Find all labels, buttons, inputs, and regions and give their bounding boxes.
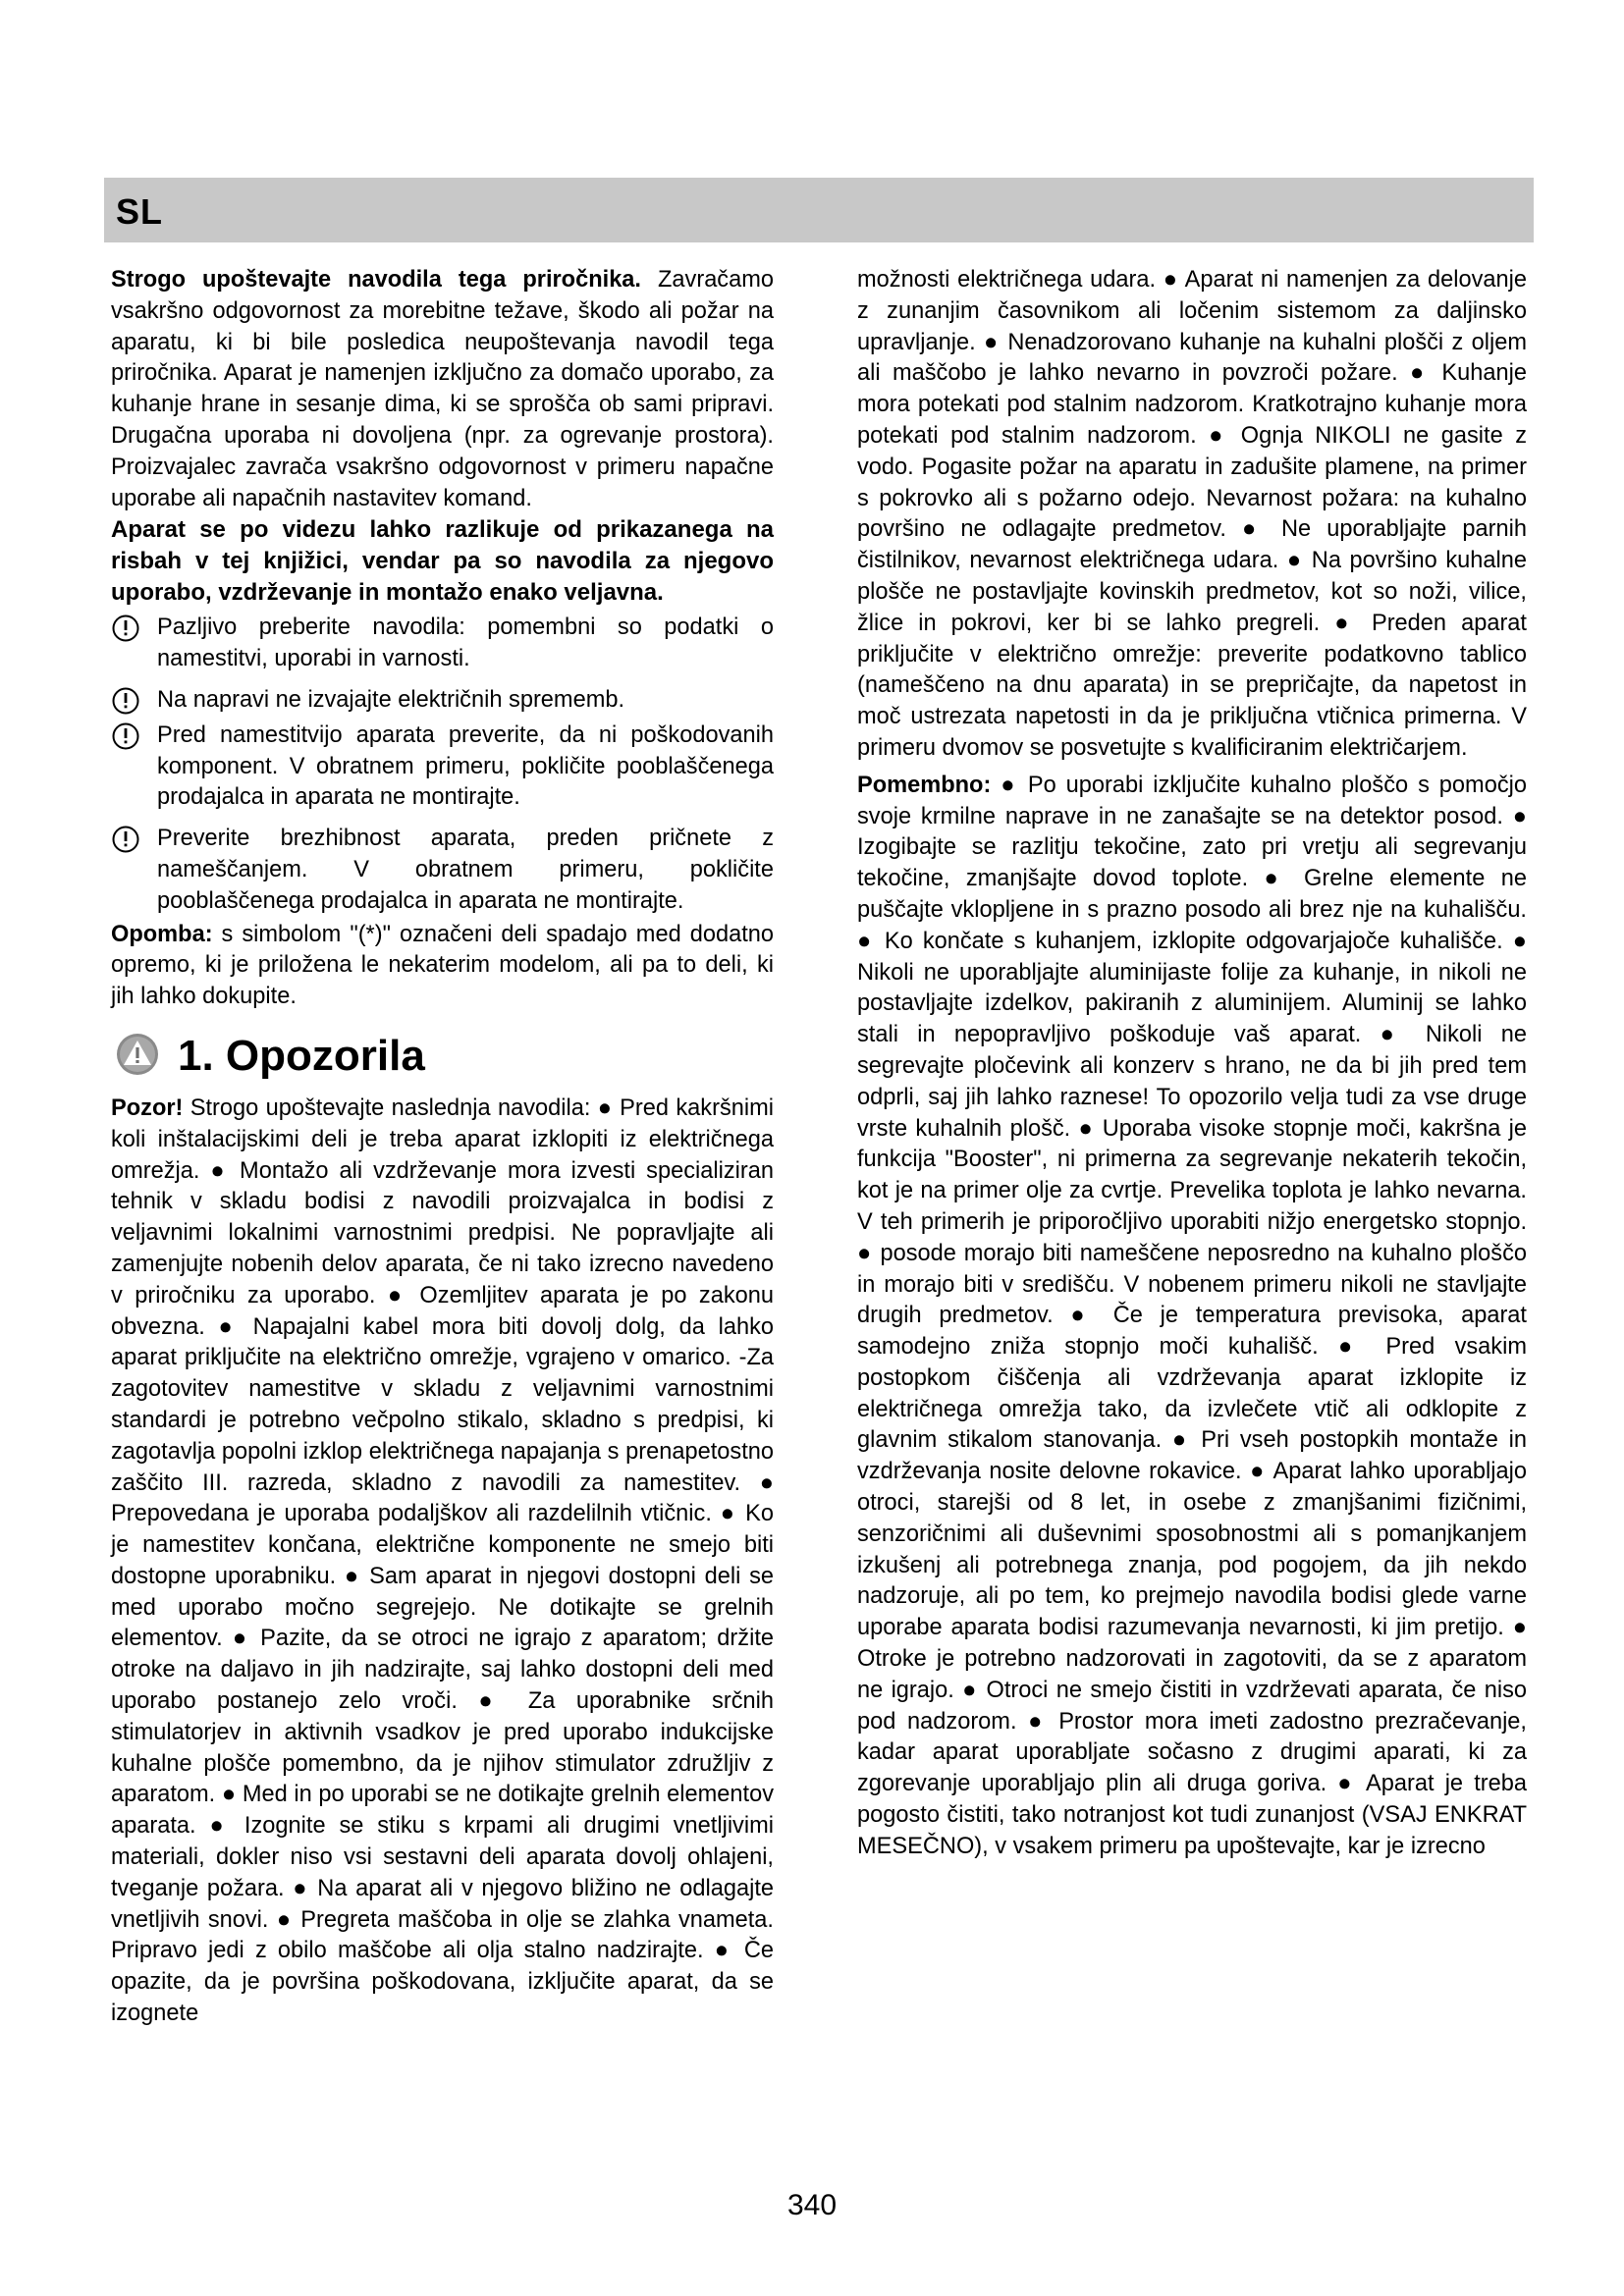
remark-text: s simbolom "(*)" označeni deli spadajo med dodatno opremo, ki je priložena le nekaterim modelom, ali pa to deli, ki jih lahko dokupite. — [111, 921, 774, 1010]
note-item — [111, 824, 774, 917]
warning-paragraph — [111, 1094, 774, 2030]
info-circle-icon — [111, 721, 140, 751]
safety-paragraph: možnosti električnega udara. ● Aparat ni namenjen za delovanje z zunanjim časovnikom ali ločenim sistemom za daljinsko upravljanje. ● Nenadzorovano kuhanje na kuhalni plošči z oljem ali maščobo je lahko nevarno in povzroči požare. ● Kuhanje mora potekati pod stalnim nadzorom. Kratkotrajno kuhanje mora potekati pod stalnim nadzorom. ● Ognja NIKOLI ne gasite z vodo. Pogasite požar na aparatu in zadušite plamene, na primer s pokrovko ali s požarno odejo. Nevarnost požara: na kuhalno površino ne odlagajte predmetov. ● Ne uporabljajte parnih čistilnikov, nevarnost električnega udara. ● Na površino kuhalne plošče ne postavljajte kovinskih predmetov, kot so noži, vilice, žlice in pokrovi, ker bi se lahko pregreli. ● Preden aparat priključite v električno omrežje: preverite podatkovno tablico (nameščeno na dnu aparata) in se prepričajte, da napetost in moč ustrezata napetosti in da je priključna vtičnica primerna. V primeru dvomov se posvetujte s kvalificiranim električarjem. — [857, 267, 1527, 761]
section-heading — [111, 1027, 774, 1088]
remark-label: Opomba: — [111, 921, 213, 947]
info-circle-icon — [111, 686, 140, 716]
note-item — [111, 613, 774, 675]
note-text: Pazljivo preberite navodila: pomembni so podatki o namestitvi, uporabi in varnosti. — [157, 614, 774, 672]
important-paragraph — [857, 771, 1527, 1863]
left-column — [111, 265, 774, 2030]
language-code: SL — [116, 191, 164, 232]
note-text: Preverite brezhibnost aparata, preden pričnete z nameščanjem. V obratnem primeru, pokličite pooblaščenega prodajalca in aparata ne montirajte. — [157, 826, 774, 914]
right-column — [857, 265, 1527, 1863]
info-circle-icon — [111, 614, 140, 643]
warning-triangle-icon — [116, 1033, 159, 1076]
section-title: 1. Opozorila — [178, 1031, 425, 1080]
header-bar — [104, 178, 1534, 242]
remark-paragraph — [111, 920, 774, 1013]
intro-paragraph — [111, 265, 774, 514]
important-text: ● Po uporabi izključite kuhalno ploščo s pomočjo svoje krmilne naprave in ne zanašajte se na detektor posod. ● Izogibajte se razlitju tekočine, zato pri vretju ali segrevanju tekočine, zmanjšajte dovod toplote. ● Grelne elemente ne puščajte vklopljene in s prazno posodo ali brez nje na kuhališču. ● Ko končate s kuhanjem, izklopite odgovarjajoče kuhališče. ● Nikoli ne uporabljajte aluminijaste folije za kuhanje, in nikoli ne postavljajte izdelkov, pakiranih z aluminijem. Aluminij se lahko stali in nepopravljivo poškoduje vaš aparat. ● Nikoli ne segrevajte pločevink ali konzerv s hrano, ne da bi jih pred tem odprli, saj jih lahko raznese! To opozorilo velja tudi za vse druge vrste kuhalnih plošč. ● Uporaba visoke stopnje moči, kakršna je funkcija "Booster", ni primerna za segrevanje nekaterih tekočin, kot je na primer olje za cvrtje. Prevelika toplota je lahko nevarna. V teh primerih je priporočljivo uporabiti nižjo energetsko stopnjo. ● posode morajo biti nameščene neposredno na kuhalno ploščo in morajo biti v središču. V nobenem primeru nikoli ne stavljajte drugih predmetov. ● Če je temperatura previsoka, aparat samodejno zniža stopnjo moči kuhališč. ● Pred vsakim postopkom čiščenja ali vzdrževanja aparat izklopite iz električnega omrežja tako, da izvlečete vtič ali odklopite z glavnim stikalom stanovanja. ● Pri vseh postopkih montaže in vzdrževanja nosite delovne rokavice. ● Aparat lahko uporabljajo otroci, starejši od 8 let, in osebe z zmanjšanimi fizičnimi, senzoričnimi ali duševnimi sposobnostmi ali s pomanjkanjem izkušenj ali potrebnega znanja, pod pogojem, da jih nekdo nadzoruje, ali po tem, ko prejmejo navodila bodisi glede varne uporabe aparata bodisi razumevanja nevarnosti, ki jim pretijo. ● Otroke je potrebno nadzorovati in zagotoviti, da se z aparatom ne igrajo. ● Otroci ne smejo čistiti in vzdrževati aparata, če niso pod nadzorom. ● Prostor mora imeti zadostno prezračevanje, kadar aparat uporabljate sočasno z drugimi aparati, ki za zgorevanje uporabljajo plin ali druga goriva. ● Aparat je treba pogosto čistiti, tako notranjost kot tudi zunanjost (VSAJ ENKRAT MESEČNO), v vsakem primeru pa upoštevajte, kar je izrecno — [857, 772, 1527, 1859]
intro-text: Zavračamo vsakršno odgovornost za morebitne težave, škodo ali požar na aparatu, ki bi bile posledica neupoštevanja navodil tega priročnika. Aparat je namenjen izključno za domačo uporabo, za kuhanje hrane in sesanje dima, ki se sprošča ob sami pripravi. Drugačna uporaba ni dovoljena (npr. za ogrevanje prostora). Proizvajalec zavrača vsakršno odgovornost v primeru napačne uporabe ali napačnih nastavitev komand. — [111, 267, 775, 511]
warning-label: Pozor! — [111, 1095, 184, 1121]
important-label: Pomembno: — [857, 772, 992, 798]
intro-bold: Strogo upoštevajte navodila tega priročnika. — [111, 267, 641, 293]
page-number: 340 — [786, 2189, 838, 2221]
note-text: Pred namestitvijo aparata preverite, da ni poškodovanih komponent. V obratnem primeru, pokličite pooblaščenega prodajalca in aparata ne montirajte. — [157, 721, 774, 811]
warning-text: Strogo upoštevajte naslednja navodila: ● Pred kakršnimi koli inštalacijskimi deli je treba aparat izklopiti iz električnega omrežja. ● Montažo ali vzdrževanje mora izvesti specializiran tehnik v skladu bodisi z navodili proizvajalca in bodisi z veljavnimi lokalnimi varnostnimi predpisi. Ne popravljajte ali zamenjujte nobenih delov aparata, če ni tako izrecno navedeno v priročniku za uporabo. ● Ozemljitev aparata je po zakonu obvezna. ● Napajalni kabel mora biti dovolj dolg, da lahko aparat priključite na električno omrežje, vgrajeno v omarico. -Za zagotovitev namestitve v skladu z veljavnimi varnostnimi standardi je potrebno večpolno stikalo, skladno s predpisi, ki zagotavlja popolni izklop električnega napajanja s prenapetostno zaščito III. razreda, skladno z navodili za namestitev. ● Prepovedana je uporaba podaljškov ali razdelilnih vtičnic. ● Ko je namestitev končana, električne komponente ne smejo biti dostopne uporabniku. ● Sam aparat in njegovi dostopni deli se med uporabo močno segrejejo. Ne dotikajte se grelnih elementov. ● Pazite, da se otroci ne igrajo z aparatom; držite otroke na daljavo in jih nadzirajte, saj lahko dostopni deli med uporabo postanejo zelo vroči. ● Za uporabnike srčnih stimulatorjev in aktivnih vsadkov je pred uporabo indukcijske kuhalne plošče pomembno, da je njihov stimulator združljiv z aparatom. ● Med in po uporabi se ne dotikajte grelnih elementov aparata. ● Izognite se stiku s krpami ali drugimi vnetljivimi materiali, dokler niso vsi sestavni deli aparata dovolj ohlajeni, tveganje požara. ● Na aparat ali v njegovo bližino ne odlagajte vnetljivih snovi. ● Pregreta maščoba in olje se zlahka vnameta. Pripravo jedi z obilo maščobe ali olja stalno nadzirajte. ● Če opazite, da je površina poškodovana, izključite aparat, da se izognete — [111, 1095, 774, 2027]
info-circle-icon — [111, 825, 140, 854]
note-item — [111, 685, 774, 717]
note-item — [111, 721, 774, 814]
note-text: Na napravi ne izvajajte električnih sprememb. — [157, 686, 625, 713]
appearance-note: Aparat se po videzu lahko razlikuje od prikazanega na risbah v tej knjižici, vendar pa so navodila za njegovo uporabo, vzdrževanje in montažo enako veljavna. — [111, 516, 774, 607]
